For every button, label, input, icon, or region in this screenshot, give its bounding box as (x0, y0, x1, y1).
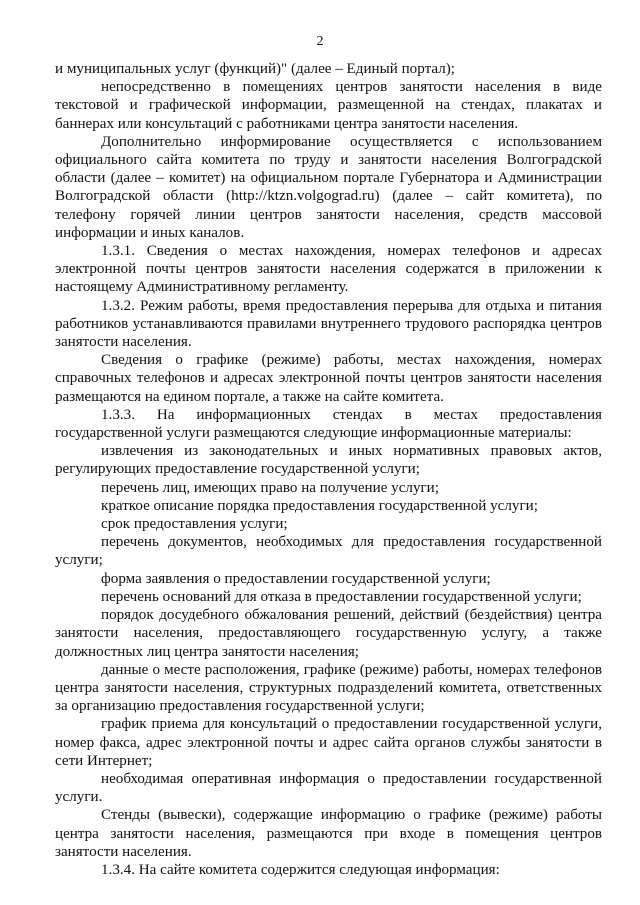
page-number: 2 (316, 34, 324, 49)
paragraph-stands: Стенды (вывески), содержащие информацию о графике (режиме) работы центра занятости населения, размещаются при входе в помещения центров занятости населения. (55, 807, 602, 860)
list-item-legal-extracts: извлечения из законодательных и иных нормативных правовых актов, регулирующих предоставление государственной услуги; (55, 443, 602, 478)
paragraph-1-3-1: 1.3.1. Сведения о местах нахождения, номерах телефонов и адресах электронной почты центров занятости населения содержатся в приложении к настоящему Административному регламенту. (55, 243, 602, 296)
list-item-application-form: форма заявления о предоставлении государственной услуги; (101, 570, 491, 587)
paragraph-1-3-3: 1.3.3. На информационных стендах в местах предоставления государственной услуги размещаются следующие информационные материалы: (55, 406, 602, 442)
list-item-eligible-persons: перечень лиц, имеющих право на получение услуги; (101, 479, 439, 496)
list-item-procedure-summary: краткое описание порядка предоставления государственной услуги; (101, 497, 538, 514)
paragraph-1-3-4: 1.3.4. На сайте комитета содержится следующая информация: (101, 861, 500, 878)
list-item-required-documents: перечень документов, необходимых для предоставления государственной услуги; (55, 534, 602, 569)
paragraph-1-3-2: 1.3.2. Режим работы, время предоставления перерыва для отдыха и питания работников устанавливаются правилами внутреннего трудового распорядка центров занятости населения. (55, 297, 602, 351)
list-item-service-term: срок предоставления услуги; (101, 516, 288, 533)
paragraph-on-site-info: непосредственно в помещениях центров занятости населения в виде текстовой и графической информации, размещенной на стендах, плакатах и баннерах или консультаций с работниками центра занятости населения. (55, 79, 602, 132)
list-item-location-data: данные о месте расположения, графике (режиме) работы, номерах телефонов центра занятости населения, структурных подразделений комитета, ответственных за организацию предоставления государственной услуги; (55, 661, 602, 715)
document-body (55, 60, 602, 879)
paragraph-portal-continuation: и муниципальных услуг (функций)" (далее – Единый портал); (55, 61, 455, 77)
paragraph-schedule-info: Сведения о графике (режиме) работы, местах нахождения, номерах справочных телефонов и адресах электронной почты центров занятости населения размещаются на едином портале, а также на сайте комитета. (55, 352, 602, 405)
list-item-refusal-grounds: перечень оснований для отказа в предоставлении государственной услуги; (101, 588, 582, 605)
list-item-appeal-procedure: порядок досудебного обжалования решений, действий (бездействия) центра занятости населения, предоставляющего государственную услугу, а также должностных лиц центра занятости населения; (55, 607, 602, 660)
list-item-consultation-schedule: график приема для консультаций о предоставлении государственной услуги, номер факса, адрес электронной почты и адрес сайта органов службы занятости в сети Интернет; (55, 716, 602, 769)
list-item-operational-info: необходимая оперативная информация о предоставлении государственной услуги. (55, 770, 602, 806)
paragraph-additional-info: Дополнительно информирование осуществляется с использованием официального сайта комитета по труду и занятости населения Волгоградской области (далее – комитет) на официальном портале Губернатора и Администрации Волгоградской области (http://ktzn.volgograd.ru) (далее – сайт комитета), по телефону горячей линии центров занятости населения, средств массовой информации и иных каналов. (55, 133, 602, 241)
